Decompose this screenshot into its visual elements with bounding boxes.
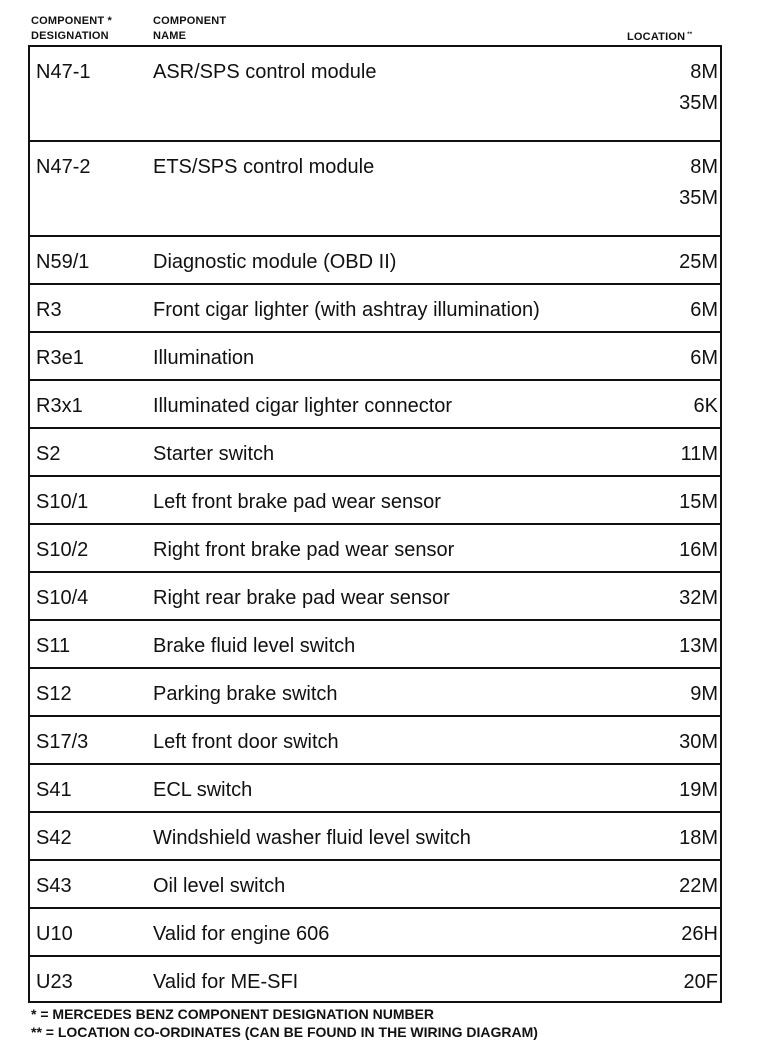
table-row bbox=[28, 140, 722, 235]
component-name: Illumination bbox=[153, 347, 255, 369]
component-location bbox=[681, 442, 718, 466]
component-name: Valid for ME-SFI bbox=[153, 971, 299, 993]
location-code: 35M bbox=[679, 92, 718, 114]
location-code: 6M bbox=[690, 347, 718, 369]
component-name: Right rear brake pad wear sensor bbox=[153, 587, 450, 609]
component-name: Oil level switch bbox=[153, 875, 286, 897]
component-designation: S41 bbox=[36, 779, 72, 801]
component-designation: U23 bbox=[36, 971, 73, 993]
component-location bbox=[679, 490, 718, 514]
component-designation: S43 bbox=[36, 875, 72, 897]
designation-header-line1: COMPONENT * bbox=[31, 15, 113, 27]
table-row bbox=[28, 859, 722, 907]
location-code: 15M bbox=[679, 491, 718, 513]
component-location bbox=[690, 682, 718, 706]
component-location bbox=[679, 874, 718, 898]
table-row bbox=[28, 379, 722, 427]
component-designation: R3 bbox=[36, 299, 62, 321]
component-designation: S10/4 bbox=[36, 587, 89, 609]
component-name: Front cigar lighter (with ashtray illumination) bbox=[153, 299, 540, 321]
component-designation: S17/3 bbox=[36, 731, 89, 753]
location-code: 9M bbox=[690, 683, 718, 705]
location-code: 30M bbox=[679, 731, 718, 753]
component-location bbox=[684, 970, 718, 994]
name-column-header bbox=[153, 14, 226, 44]
location-code: 8M bbox=[690, 156, 718, 178]
table-row bbox=[28, 715, 722, 763]
table-row bbox=[28, 955, 722, 1003]
component-designation: U10 bbox=[36, 923, 73, 945]
location-code: 19M bbox=[679, 779, 718, 801]
location-code: 18M bbox=[679, 827, 718, 849]
location-header-label: LOCATION bbox=[627, 31, 686, 43]
component-designation: R3x1 bbox=[36, 395, 83, 417]
component-name: Brake fluid level switch bbox=[153, 635, 356, 657]
footnote-location: ** = LOCATION CO-ORDINATES (CAN BE FOUND IN THE WIRING DIAGRAM) bbox=[31, 1024, 538, 1040]
component-location bbox=[694, 394, 718, 418]
table-row bbox=[28, 811, 722, 859]
designation-column-header bbox=[31, 14, 112, 44]
component-name: Left front brake pad wear sensor bbox=[153, 491, 441, 513]
location-header-mark: ** bbox=[687, 32, 693, 38]
component-name: Illuminated cigar lighter connector bbox=[153, 395, 453, 417]
table-row bbox=[28, 763, 722, 811]
location-code: 32M bbox=[679, 587, 718, 609]
component-location bbox=[690, 298, 718, 322]
component-table bbox=[28, 45, 722, 1003]
table-row bbox=[28, 235, 722, 283]
table-row bbox=[28, 427, 722, 475]
designation-header-line2: DESIGNATION bbox=[31, 30, 109, 42]
location-column-header bbox=[627, 28, 692, 45]
component-designation: S10/2 bbox=[36, 539, 89, 561]
location-code: 26H bbox=[681, 923, 718, 945]
component-location bbox=[679, 155, 718, 210]
location-code: 35M bbox=[679, 187, 718, 209]
location-code: 13M bbox=[679, 635, 718, 657]
component-name: ASR/SPS control module bbox=[153, 61, 377, 83]
location-code: 11M bbox=[680, 443, 718, 465]
table-row bbox=[28, 283, 722, 331]
name-header-line2: NAME bbox=[153, 30, 187, 42]
component-location bbox=[681, 922, 718, 946]
table-row bbox=[28, 475, 722, 523]
component-name: Left front door switch bbox=[153, 731, 339, 753]
table-row bbox=[28, 571, 722, 619]
component-location bbox=[679, 634, 718, 658]
component-designation: N59/1 bbox=[36, 251, 90, 273]
component-designation: S2 bbox=[36, 443, 61, 465]
component-location bbox=[679, 778, 718, 802]
component-designation: N47-2 bbox=[36, 156, 91, 178]
location-code: 6M bbox=[690, 299, 718, 321]
component-designation: R3e1 bbox=[36, 347, 84, 369]
table-row bbox=[28, 523, 722, 571]
component-location bbox=[679, 730, 718, 754]
table-row bbox=[28, 45, 722, 140]
component-name: ECL switch bbox=[153, 779, 253, 801]
component-designation: N47-1 bbox=[36, 61, 91, 83]
component-designation: S11 bbox=[36, 635, 71, 657]
location-code: 6K bbox=[693, 395, 718, 417]
table-row bbox=[28, 907, 722, 955]
component-name: Parking brake switch bbox=[153, 683, 338, 705]
component-location bbox=[690, 346, 718, 370]
location-code: 16M bbox=[679, 539, 718, 561]
component-name: Valid for engine 606 bbox=[153, 923, 330, 945]
location-code: 22M bbox=[679, 875, 718, 897]
component-location bbox=[679, 250, 718, 274]
location-code: 20F bbox=[683, 971, 718, 993]
footnote-designation: * = MERCEDES BENZ COMPONENT DESIGNATION NUMBER bbox=[31, 1006, 435, 1022]
table-row bbox=[28, 331, 722, 379]
component-location bbox=[679, 586, 718, 610]
location-code: 8M bbox=[690, 61, 718, 83]
component-location bbox=[679, 60, 718, 115]
table-row bbox=[28, 619, 722, 667]
component-name: Starter switch bbox=[153, 443, 275, 465]
component-name: Windshield washer fluid level switch bbox=[153, 827, 471, 849]
component-name: ETS/SPS control module bbox=[153, 156, 375, 178]
component-location bbox=[679, 538, 718, 562]
name-header-line1: COMPONENT bbox=[153, 15, 227, 27]
table-row bbox=[28, 667, 722, 715]
component-designation: S42 bbox=[36, 827, 72, 849]
component-designation: S12 bbox=[36, 683, 72, 705]
component-designation: S10/1 bbox=[36, 491, 89, 513]
component-name: Right front brake pad wear sensor bbox=[153, 539, 455, 561]
location-code: 25M bbox=[679, 251, 718, 273]
component-location bbox=[679, 826, 718, 850]
component-name: Diagnostic module (OBD II) bbox=[153, 251, 397, 273]
